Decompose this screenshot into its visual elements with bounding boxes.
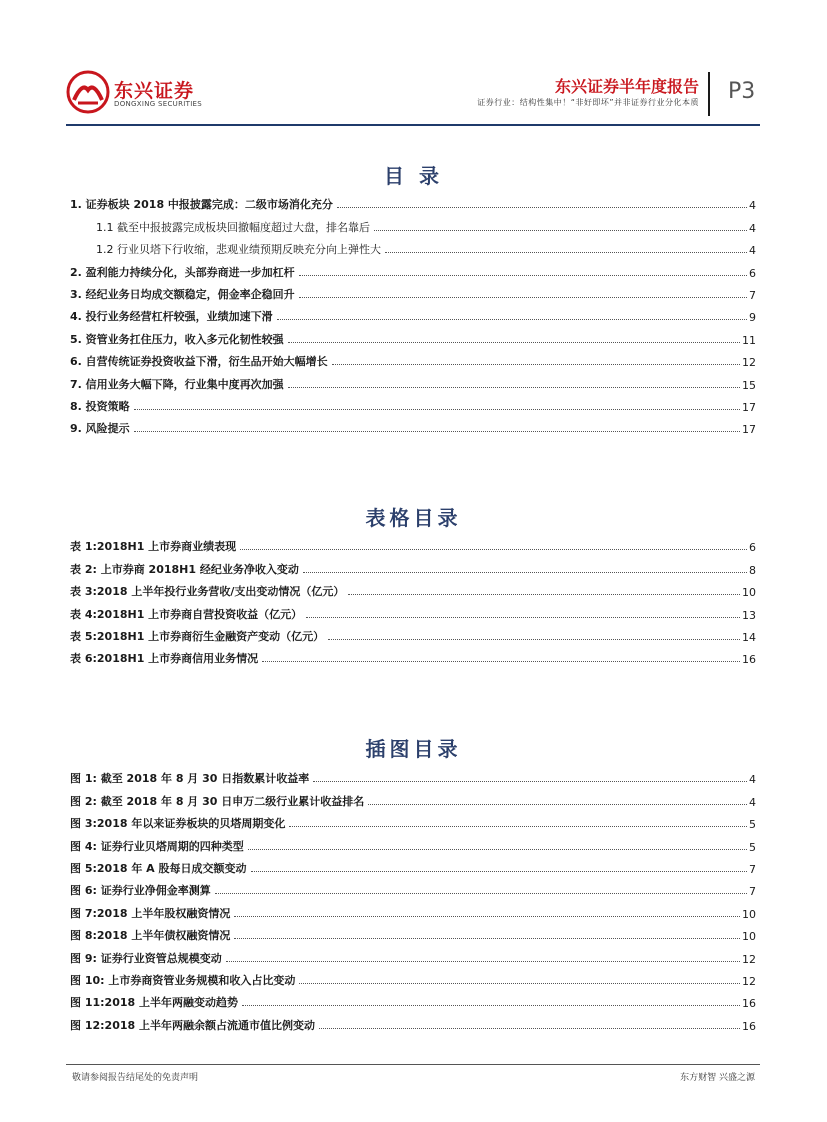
toc-entry-page: 5 <box>749 818 756 832</box>
toc-entry[interactable] <box>70 644 756 666</box>
toc-entry-page: 7 <box>749 862 756 876</box>
toc-entry[interactable] <box>70 577 756 599</box>
toc-entry-page: 17 <box>742 423 756 437</box>
leader-dots <box>242 1005 740 1006</box>
page-number: P3 <box>728 79 756 104</box>
toc-entry-label: 1. 证券板块 2018 中报披露完成：二级市场消化充分 <box>70 198 333 212</box>
toc-entry-label: 表 4:2018H1 上市券商自营投资收益（亿元） <box>70 607 303 621</box>
leader-dots <box>299 297 747 298</box>
leader-dots <box>289 826 747 827</box>
leader-dots <box>385 252 747 253</box>
toc-entry[interactable] <box>70 392 756 414</box>
toc-entry-label: 图 4: 证券行业贝塔周期的四种类型 <box>70 839 244 853</box>
toc-entry-label: 图 6: 证券行业净佣金率测算 <box>70 884 211 898</box>
leader-dots <box>215 893 747 894</box>
toc-entry[interactable] <box>70 414 756 436</box>
toc-entry-page: 10 <box>742 586 756 600</box>
leader-dots <box>134 431 740 432</box>
toc-entry-page: 13 <box>742 608 756 622</box>
toc-entry[interactable] <box>70 622 756 644</box>
toc-entry-label: 图 5:2018 年 A 股每日成交额变动 <box>70 861 247 875</box>
toc-entry-page: 4 <box>749 244 756 258</box>
toc-entry-page: 17 <box>742 400 756 414</box>
toc-entry-label: 表 3:2018 上半年投行业务营收/支出变动情况（亿元） <box>70 585 345 599</box>
toc-entry-label: 图 7:2018 上半年股权融资情况 <box>70 906 231 920</box>
leader-dots <box>368 804 747 805</box>
toc-entry[interactable] <box>70 554 756 576</box>
toc-entry-label: 表 5:2018H1 上市券商衍生金融资产变动（亿元） <box>70 629 325 643</box>
toc-entry[interactable] <box>70 786 756 808</box>
toc-entry-label: 4. 投行业务经营杠杆较强，业绩加速下滑 <box>70 310 273 324</box>
leader-dots <box>262 661 740 662</box>
toc-entry[interactable] <box>70 212 756 234</box>
toc-entry[interactable] <box>70 324 756 346</box>
leader-dots <box>234 938 740 939</box>
toc-entry[interactable] <box>70 190 756 212</box>
footer-slogan: 东方财智 兴盛之源 <box>680 1073 755 1083</box>
toc-entry-label: 1.1 截至中报披露完成板块回撤幅度超过大盘，排名靠后 <box>96 220 370 234</box>
leader-dots <box>319 1028 740 1029</box>
toc-entry[interactable] <box>70 854 756 876</box>
toc-entry-label: 图 1: 截至 2018 年 8 月 30 日指数累计收益率 <box>70 772 310 786</box>
toc-entry-page: 16 <box>742 653 756 667</box>
toc-entry-page: 12 <box>742 974 756 988</box>
toc-entry[interactable] <box>70 599 756 621</box>
leader-dots <box>251 871 748 872</box>
figure-list <box>70 764 756 1033</box>
leader-dots <box>328 639 740 640</box>
leader-dots <box>288 342 740 343</box>
toc-entry[interactable] <box>70 1010 756 1032</box>
toc-entry-page: 4 <box>749 795 756 809</box>
toc-entry-label: 1.2 行业贝塔下行收缩，悲观业绩预期反映充分向上弹性大 <box>96 243 381 257</box>
logo-text-cn: 东兴证券 <box>114 80 195 102</box>
toc-entry[interactable] <box>70 280 756 302</box>
leader-dots <box>303 572 747 573</box>
header-rule <box>66 124 760 126</box>
leader-dots <box>348 594 740 595</box>
report-subtitle: 证券行业：结构性集中！“非好即坏”并非证券行业分化本质 <box>477 98 699 107</box>
toc-entry-page: 16 <box>742 1019 756 1033</box>
report-title: 东兴证券半年度报告 <box>554 77 699 96</box>
toc-entry[interactable] <box>70 369 756 391</box>
table-list-title: 表格目录 <box>365 506 462 530</box>
toc-entry[interactable] <box>70 966 756 988</box>
leader-dots <box>234 916 740 917</box>
toc-entry-label: 6. 自营传统证券投资收益下滑，衍生品开始大幅增长 <box>70 355 328 369</box>
toc-entry-label: 表 2: 上市券商 2018H1 经纪业务净收入变动 <box>70 562 299 576</box>
leader-dots <box>240 549 747 550</box>
toc-entry-page: 7 <box>749 885 756 899</box>
toc-entry-page: 4 <box>749 199 756 213</box>
logo-text-en: DONGXING SECURITIES <box>114 100 203 108</box>
toc-entry-label: 表 6:2018H1 上市券商信用业务情况 <box>70 652 259 666</box>
toc-entry[interactable] <box>70 898 756 920</box>
toc-entry-page: 6 <box>749 266 756 280</box>
header-divider <box>708 72 710 116</box>
toc-entry[interactable] <box>70 235 756 257</box>
toc-list <box>70 190 756 436</box>
toc-entry[interactable] <box>70 809 756 831</box>
toc-entry[interactable] <box>70 988 756 1010</box>
toc-entry[interactable] <box>70 921 756 943</box>
table-list <box>70 532 756 666</box>
toc-entry[interactable] <box>70 302 756 324</box>
footer-rule <box>66 1064 760 1065</box>
toc-entry-label: 3. 经纪业务日均成交额稳定，佣金率企稳回升 <box>70 287 295 301</box>
leader-dots <box>134 409 740 410</box>
figure-list-title: 插图目录 <box>365 737 462 761</box>
leader-dots <box>277 319 747 320</box>
toc-entry[interactable] <box>70 764 756 786</box>
leader-dots <box>332 364 740 365</box>
toc-entry[interactable] <box>70 831 756 853</box>
toc-entry-label: 表 1:2018H1 上市券商业绩表现 <box>70 540 237 554</box>
leader-dots <box>288 387 740 388</box>
leader-dots <box>299 275 747 276</box>
leader-dots <box>306 617 740 618</box>
toc-entry-page: 4 <box>749 773 756 787</box>
toc-entry-page: 9 <box>749 311 756 325</box>
toc-entry-page: 7 <box>749 288 756 302</box>
toc-entry-page: 14 <box>742 630 756 644</box>
toc-entry-page: 16 <box>742 997 756 1011</box>
toc-title: 目 录 <box>384 164 443 188</box>
toc-entry-label: 9. 风险提示 <box>70 422 130 436</box>
toc-entry-label: 图 3:2018 年以来证券板块的贝塔周期变化 <box>70 817 286 831</box>
toc-entry[interactable] <box>70 347 756 369</box>
toc-entry-label: 8. 投资策略 <box>70 399 130 413</box>
toc-entry-label: 图 11:2018 上半年两融变动趋势 <box>70 996 238 1010</box>
leader-dots <box>337 207 747 208</box>
toc-entry[interactable] <box>70 257 756 279</box>
toc-entry-label: 2. 盈利能力持续分化，头部券商进一步加杠杆 <box>70 265 295 279</box>
leader-dots <box>248 849 747 850</box>
leader-dots <box>374 230 747 231</box>
toc-entry-page: 5 <box>749 840 756 854</box>
leader-dots <box>226 961 740 962</box>
toc-entry-label: 图 2: 截至 2018 年 8 月 30 日申万二级行业累计收益排名 <box>70 794 365 808</box>
toc-entry-page: 6 <box>749 541 756 555</box>
toc-entry-label: 图 8:2018 上半年债权融资情况 <box>70 929 231 943</box>
toc-entry[interactable] <box>70 876 756 898</box>
toc-entry[interactable] <box>70 532 756 554</box>
toc-entry-page: 15 <box>742 378 756 392</box>
toc-entry-label: 图 9: 证券行业资管总规模变动 <box>70 951 222 965</box>
toc-entry-page: 12 <box>742 356 756 370</box>
toc-entry-page: 11 <box>742 333 756 347</box>
leader-dots <box>313 781 747 782</box>
toc-entry-label: 7. 信用业务大幅下降，行业集中度再次加强 <box>70 377 284 391</box>
toc-entry-label: 图 10: 上市券商资管业务规模和收入占比变动 <box>70 973 296 987</box>
toc-entry-page: 12 <box>742 952 756 966</box>
company-logo <box>66 70 216 116</box>
toc-entry-page: 4 <box>749 221 756 235</box>
toc-entry-label: 5. 资管业务扛住压力，收入多元化韧性较强 <box>70 332 284 346</box>
footer-disclaimer: 敬请参阅报告结尾处的免责声明 <box>72 1073 199 1083</box>
logo-emblem-icon <box>66 70 110 114</box>
leader-dots <box>299 983 740 984</box>
page-header <box>0 0 827 130</box>
toc-entry-page: 10 <box>742 907 756 921</box>
toc-entry-page: 10 <box>742 930 756 944</box>
toc-entry-page: 8 <box>749 563 756 577</box>
toc-entry[interactable] <box>70 943 756 965</box>
toc-entry-label: 图 12:2018 上半年两融余额占流通市值比例变动 <box>70 1018 315 1032</box>
